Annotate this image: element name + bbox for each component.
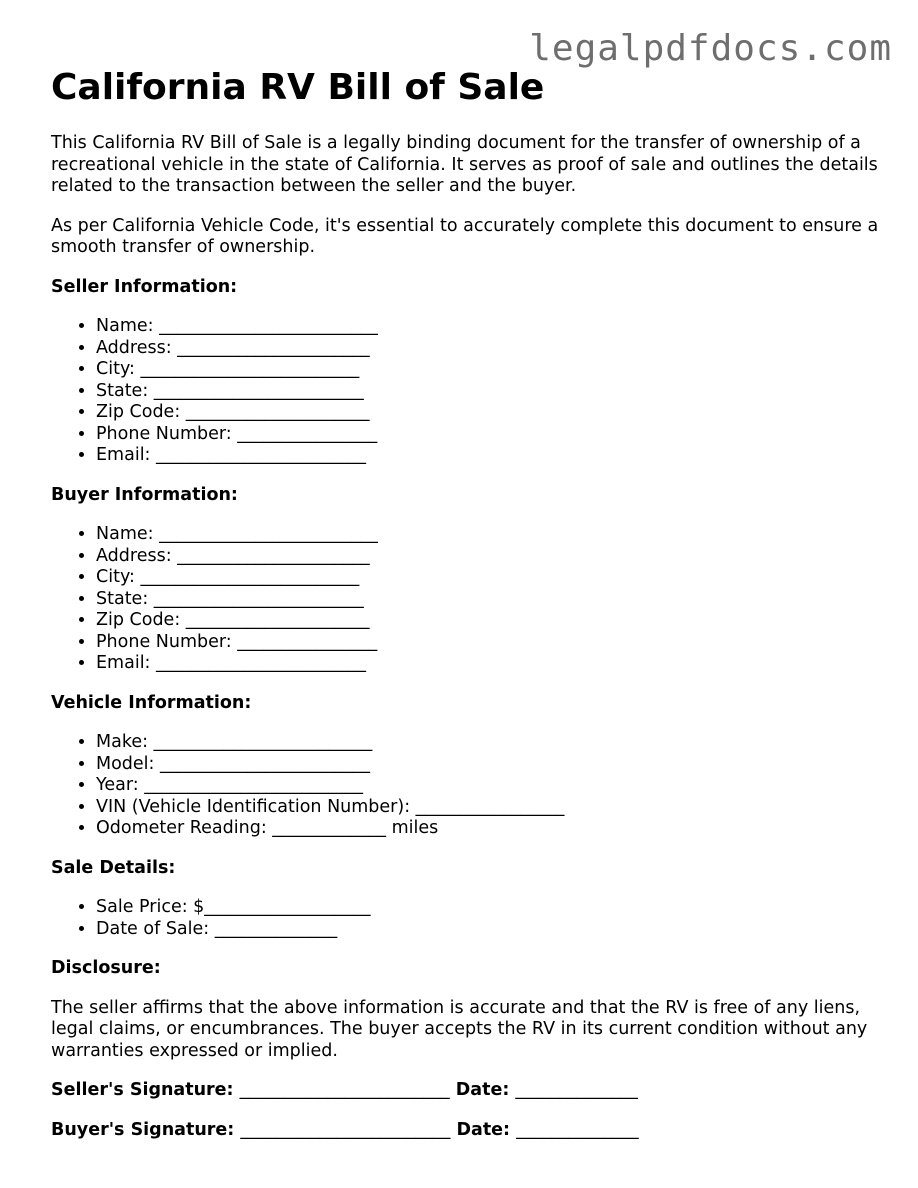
seller-heading: Seller Information: xyxy=(51,276,238,297)
buyer-phone-field: • Phone Number: ________________ xyxy=(96,632,881,654)
buyer-heading: Buyer Information: xyxy=(51,484,238,505)
buyer-state-field: • State: ________________________ xyxy=(96,589,881,611)
buyer-address-field: • Address: ______________________ xyxy=(96,546,881,568)
watermark: legalpdfdocs.com xyxy=(529,28,892,69)
seller-name-field: • Name: _________________________ xyxy=(96,316,881,338)
buyer-zip-field: • Zip Code: _____________________ xyxy=(96,610,881,632)
vehicle-vin-field: • VIN (Vehicle Identification Number): _________________ xyxy=(96,797,881,819)
seller-signature-row xyxy=(51,1080,881,1102)
seller-phone-field: • Phone Number: ________________ xyxy=(96,424,881,446)
sale-price-field: • Sale Price: $___________________ xyxy=(96,897,881,919)
document-title: California RV Bill of Sale xyxy=(51,67,545,108)
buyer-signature-label: Buyer's Signature: xyxy=(51,1119,235,1140)
buyer-name-field: • Name: _________________________ xyxy=(96,524,881,546)
buyer-fields-list xyxy=(51,524,881,675)
document-page xyxy=(51,66,881,1141)
buyer-date-label: Date: xyxy=(456,1119,511,1140)
seller-fields-list xyxy=(51,316,881,467)
vehicle-heading: Vehicle Information: xyxy=(51,692,252,713)
seller-signature-label: Seller's Signature: xyxy=(51,1080,234,1100)
buyer-date-line: ______________ xyxy=(516,1119,639,1140)
sale-date-field: • Date of Sale: ______________ xyxy=(96,919,881,941)
seller-email-field: • Email: ________________________ xyxy=(96,445,881,467)
vehicle-fields-list xyxy=(51,732,881,840)
sale-heading: Sale Details: xyxy=(51,857,176,878)
buyer-city-field: • City: _________________________ xyxy=(96,567,881,589)
vehicle-year-field: • Year: _________________________ xyxy=(96,775,881,797)
disclosure-paragraph: The seller affirms that the above information is accurate and that the RV is free of any liens, legal claims, or encumbrances. The buyer accepts the RV in its current condition without any warranties expressed or implied. xyxy=(51,997,868,1061)
intro-paragraph: This California RV Bill of Sale is a legally binding document for the transfer of ownership of a recreational vehicle in the state of California. It serves as proof of sale and outlines the details related to the transaction between the seller and the buyer. xyxy=(51,133,878,196)
buyer-email-field: • Email: ________________________ xyxy=(96,653,881,675)
sale-fields-list xyxy=(51,897,881,940)
vehicle-model-field: • Model: ________________________ xyxy=(96,754,881,776)
vehicle-make-field: • Make: _________________________ xyxy=(96,732,881,754)
seller-city-field: • City: _________________________ xyxy=(96,359,881,381)
vehicle-odometer-field: • Odometer Reading: _____________ miles xyxy=(96,818,881,840)
note-paragraph: As per California Vehicle Code, it's essential to accurately complete this document to ensure a smooth transfer of ownership. xyxy=(51,215,879,257)
seller-address-field: • Address: ______________________ xyxy=(96,338,881,360)
buyer-signature-line: ________________________ xyxy=(240,1119,451,1140)
seller-zip-field: • Zip Code: _____________________ xyxy=(96,402,881,424)
disclosure-heading: Disclosure: xyxy=(51,958,161,978)
seller-signature-line: ________________________ xyxy=(239,1080,450,1100)
seller-date-line: ______________ xyxy=(515,1080,638,1100)
buyer-signature-row xyxy=(51,1120,881,1142)
seller-state-field: • State: ________________________ xyxy=(96,381,881,403)
seller-date-label: Date: xyxy=(455,1080,510,1100)
